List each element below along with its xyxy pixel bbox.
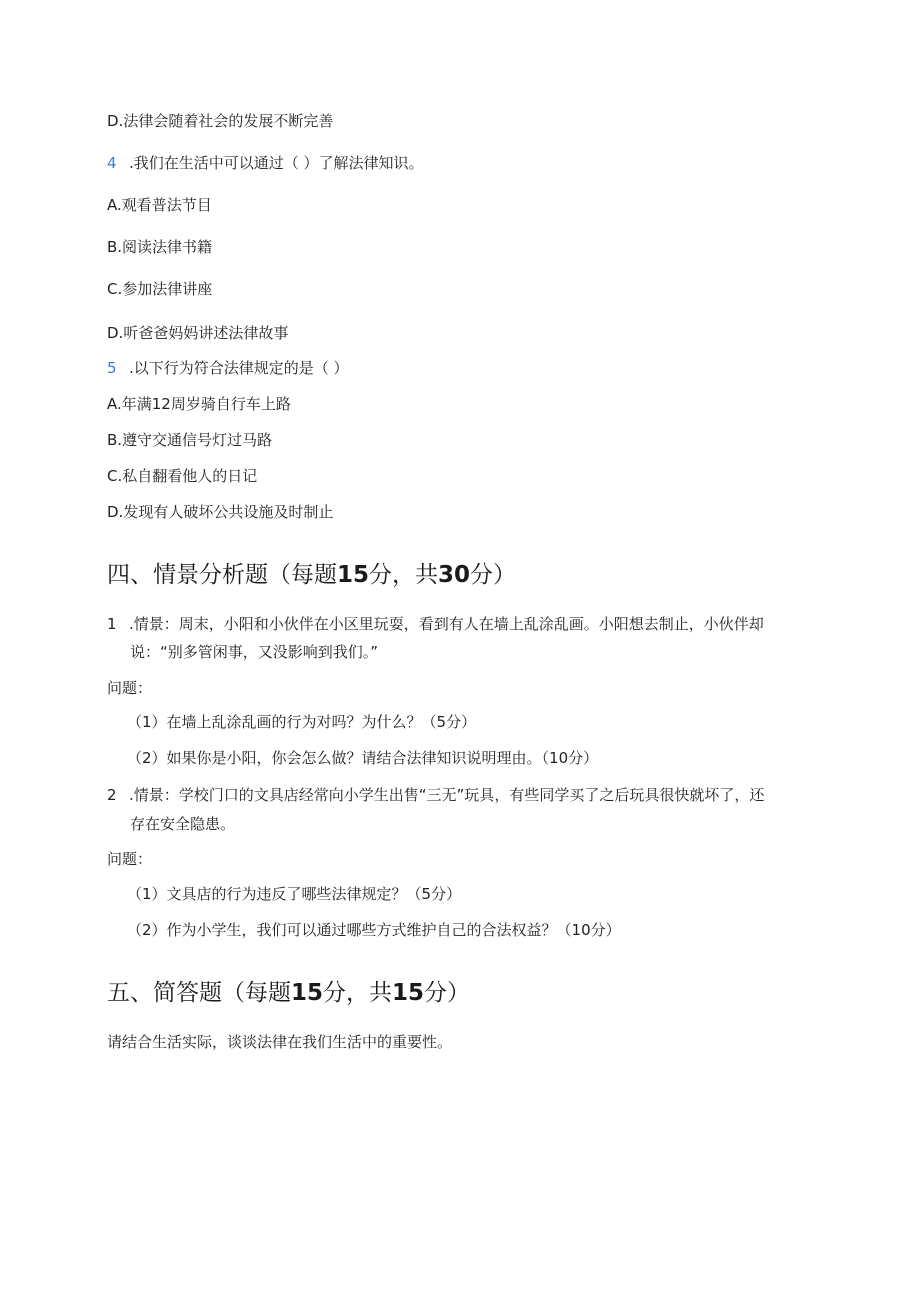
question-label: 问题： — [107, 679, 153, 697]
scenario-text: .情景：学校门口的文具店经常向小学生出售“三无”玩具，有些同学买了之后玩具很快就坏了，还 — [129, 786, 765, 804]
scenario-1-question-2: （2）如果你是小阳，你会怎么做？请结合法律知识说明理由。（10分） — [127, 749, 599, 767]
q4-option-d: D.听爸爸妈妈讲述法律故事 — [107, 324, 289, 342]
scenario-1 — [107, 614, 764, 634]
question-text: .我们在生活中可以通过（ ）了解法律知识。 — [129, 154, 424, 172]
q4-option-b: B.阅读法律书籍 — [107, 238, 213, 256]
heading-score-total: 30 — [438, 562, 471, 588]
question-number: 4 — [107, 154, 117, 172]
question-number: 5 — [107, 359, 117, 377]
heading-text: 五、简答题（每题 — [107, 980, 291, 1006]
question-text: .以下行为符合法律规定的是（ ） — [129, 359, 349, 377]
heading-score-total: 15 — [392, 980, 425, 1006]
q5-option-c: C.私自翻看他人的日记 — [107, 467, 258, 485]
q4-option-a: A.观看普法节目 — [107, 196, 212, 214]
heading-text: 分） — [424, 980, 471, 1006]
heading-text: 分，共 — [369, 562, 439, 588]
scenario-1-question-1: （1）在墙上乱涂乱画的行为对吗？为什么？（5分） — [127, 713, 477, 731]
q5-option-b: B.遵守交通信号灯过马路 — [107, 431, 273, 449]
section-4-heading — [107, 560, 516, 590]
scenario-2-question-1: （1）文具店的行为违反了哪些法律规定？（5分） — [127, 885, 462, 903]
question-4 — [107, 153, 424, 173]
q5-option-d: D.发现有人破坏公共设施及时制止 — [107, 503, 334, 521]
heading-score-each: 15 — [291, 980, 324, 1006]
section-5-heading — [107, 978, 470, 1008]
heading-text: 四、情景分析题（每题 — [107, 562, 337, 588]
q5-option-a: A.年满12周岁骑自行车上路 — [107, 395, 291, 413]
q4-option-c: C.参加法律讲座 — [107, 280, 213, 298]
question-5 — [107, 358, 349, 378]
scenario-number: 1 — [107, 615, 117, 633]
heading-score-each: 15 — [337, 562, 370, 588]
short-answer-prompt: 请结合生活实际，谈谈法律在我们生活中的重要性。 — [107, 1033, 453, 1051]
scenario-text: .情景：周末，小阳和小伙伴在小区里玩耍，看到有人在墙上乱涂乱画。小阳想去制止，小伙伴却 — [129, 615, 764, 633]
scenario-2 — [107, 785, 764, 805]
heading-text: 分，共 — [323, 980, 393, 1006]
scenario-number: 2 — [107, 786, 117, 804]
scenario-2-question-2: （2）作为小学生，我们可以通过哪些方式维护自己的合法权益？（10分） — [127, 921, 621, 939]
q3-option-d: D.法律会随着社会的发展不断完善 — [107, 112, 334, 130]
scenario-2-continued: 存在安全隐患。 — [130, 815, 236, 833]
question-label: 问题： — [107, 850, 153, 868]
scenario-1-continued: 说：“别多管闲事，又没影响到我们。” — [130, 643, 379, 661]
heading-text: 分） — [470, 562, 517, 588]
